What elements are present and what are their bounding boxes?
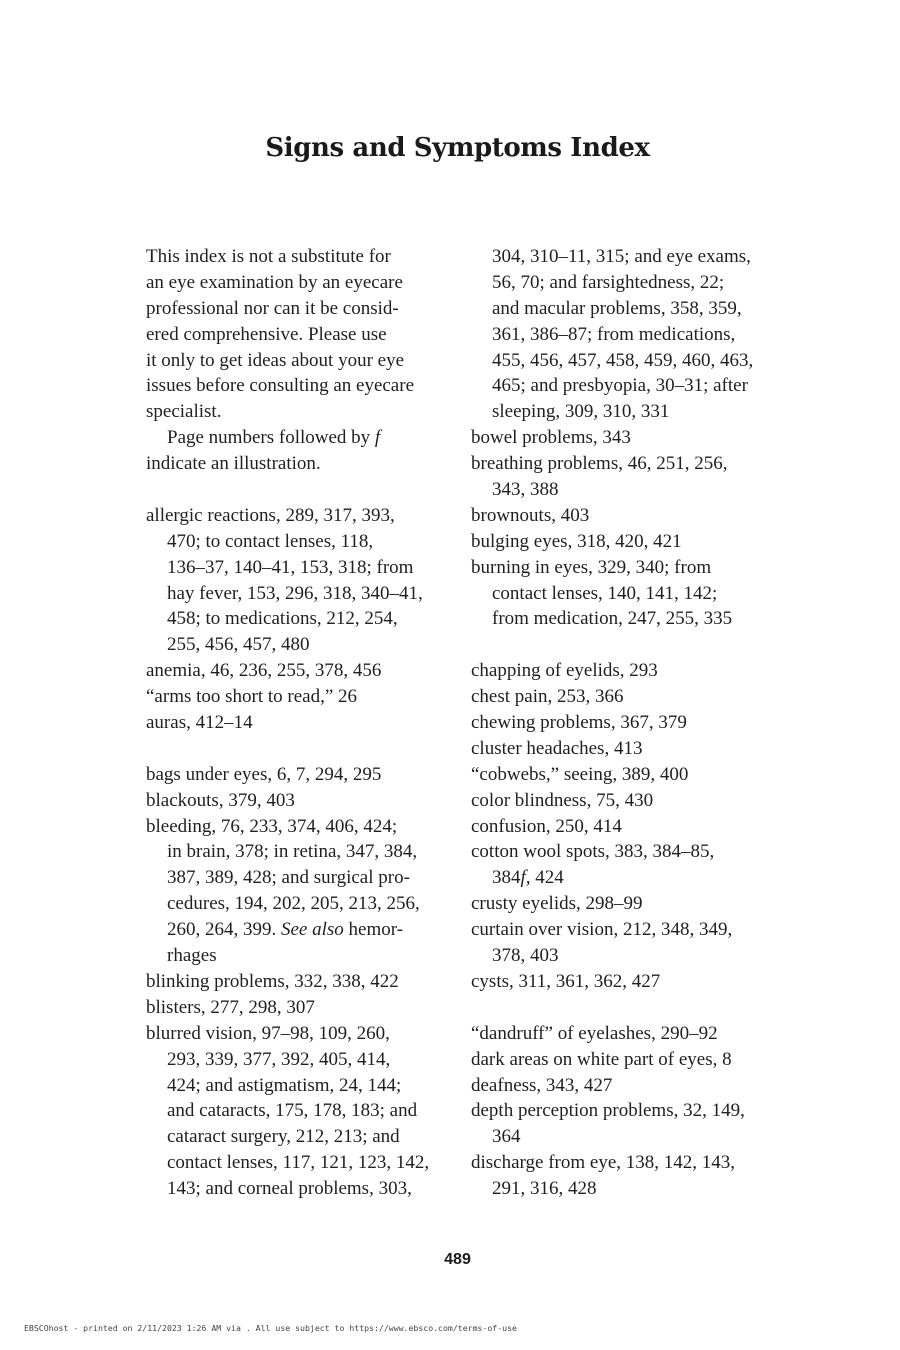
index-line — [471, 581, 776, 607]
index-line-text: and macular problems, 358, 359, — [492, 297, 742, 319]
index-line — [471, 891, 776, 917]
index-line-text: 378, 403 — [492, 945, 559, 967]
index-line — [146, 917, 446, 943]
section-gap — [146, 736, 446, 762]
index-line — [146, 839, 446, 865]
index-line-text: anemia, 46, 236, 255, 378, 456 — [146, 660, 382, 682]
index-line — [146, 1073, 446, 1099]
index-line — [471, 710, 776, 736]
index-line — [471, 839, 776, 865]
index-line — [471, 1150, 776, 1176]
index-line — [471, 477, 776, 503]
index-line — [471, 736, 776, 762]
index-line-text: blinking problems, 332, 338, 422 — [146, 970, 399, 992]
index-line-text: chewing problems, 367, 379 — [471, 712, 687, 734]
index-line-text: depth perception problems, 32, 149, — [471, 1100, 745, 1122]
index-line-text: 304, 310–11, 315; and eye exams, — [492, 246, 751, 267]
index-line-text: 465; and presbyopia, 30–31; after — [492, 375, 748, 397]
index-line-text: auras, 412–14 — [146, 712, 253, 734]
index-line — [146, 1098, 446, 1124]
index-line — [471, 1124, 776, 1150]
index-line-text: 260, 264, 399. — [167, 919, 281, 941]
index-line — [146, 529, 446, 555]
index-line-text: it only to get ideas about your eye — [146, 349, 405, 371]
index-line — [146, 762, 446, 788]
index-line — [146, 1176, 446, 1202]
index-line — [471, 244, 776, 270]
section-gap — [146, 477, 446, 503]
index-line-text: brownouts, 403 — [471, 504, 590, 526]
index-line-text: 387, 389, 428; and surgical pro- — [167, 867, 410, 889]
index-line-text: specialist. — [146, 401, 222, 423]
index-line-text: hay fever, 153, 296, 318, 340–41, — [167, 582, 423, 604]
index-line — [471, 348, 776, 374]
index-line — [146, 244, 446, 270]
index-line — [471, 322, 776, 348]
index-line — [471, 969, 776, 995]
index-line — [471, 451, 776, 477]
section-gap — [471, 995, 776, 1021]
index-line-text: allergic reactions, 289, 317, 393, — [146, 504, 395, 526]
index-line — [146, 1150, 446, 1176]
index-line — [471, 917, 776, 943]
index-line — [471, 943, 776, 969]
index-line-text: blackouts, 379, 403 — [146, 789, 295, 811]
index-line-italic: See also — [281, 919, 344, 941]
index-line-italic: f — [374, 427, 381, 449]
index-line — [471, 503, 776, 529]
index-line-text: 293, 339, 377, 392, 405, 414, — [167, 1048, 391, 1070]
index-line — [146, 710, 446, 736]
index-line-text: 455, 456, 457, 458, 459, 460, 463, — [492, 349, 754, 371]
index-line-tail: 424 — [530, 867, 564, 889]
index-line-text: “arms too short to read,” 26 — [146, 686, 358, 708]
index-line — [471, 1176, 776, 1202]
index-line-text: cedures, 194, 202, 205, 213, 256, — [167, 893, 420, 915]
index-line — [471, 658, 776, 684]
index-line — [146, 296, 446, 322]
index-line-text: crusty eyelids, 298–99 — [471, 893, 643, 915]
index-line — [471, 684, 776, 710]
index-line-text: 291, 316, 428 — [492, 1178, 597, 1200]
index-line-text: confusion, 250, 414 — [471, 815, 622, 837]
index-line — [146, 373, 446, 399]
index-line — [471, 373, 776, 399]
index-line — [471, 606, 776, 632]
index-line — [146, 684, 446, 710]
index-line-text: 470; to contact lenses, 118, — [167, 530, 374, 552]
index-line-text: breathing problems, 46, 251, 256, — [471, 453, 728, 475]
index-line-text: bowel problems, 343 — [471, 427, 631, 449]
index-line-text: dark areas on white part of eyes, 8 — [471, 1048, 732, 1070]
index-line — [471, 1021, 776, 1047]
index-line-text: 56, 70; and farsightedness, 22; — [492, 271, 725, 293]
index-line-text: 343, 388 — [492, 479, 559, 501]
index-line — [471, 762, 776, 788]
index-line-text: 384 — [492, 867, 521, 889]
index-line-text: “cobwebs,” seeing, 389, 400 — [471, 763, 689, 785]
index-line — [471, 865, 776, 891]
index-line-text: blurred vision, 97–98, 109, 260, — [146, 1022, 390, 1044]
index-line-text: bleeding, 76, 233, 374, 406, 424; — [146, 815, 398, 837]
index-line-text: contact lenses, 117, 121, 123, 142, — [167, 1152, 430, 1174]
index-line — [146, 322, 446, 348]
index-line — [146, 891, 446, 917]
index-line — [146, 451, 446, 477]
index-line-text: blisters, 277, 298, 307 — [146, 996, 315, 1018]
index-line-text: discharge from eye, 138, 142, 143, — [471, 1152, 736, 1174]
footer-note: EBSCOhost - printed on 2/11/2023 1:26 AM via . All use subject to https://www.ebsco.com/terms-of-use — [24, 1323, 517, 1333]
index-line-text: in brain, 378; in retina, 347, 384, — [167, 841, 418, 863]
index-line-text: bulging eyes, 318, 420, 421 — [471, 530, 682, 552]
index-line — [146, 1124, 446, 1150]
index-line — [146, 348, 446, 374]
index-line-text: “dandruff” of eyelashes, 290–92 — [471, 1022, 718, 1044]
page-title: Signs and Symptoms Index — [265, 133, 650, 163]
index-line — [146, 425, 446, 451]
index-line-text: chapping of eyelids, 293 — [471, 660, 658, 682]
index-line — [146, 943, 446, 969]
index-line-text: curtain over vision, 212, 348, 349, — [471, 919, 733, 941]
index-line-text: cluster headaches, 413 — [471, 737, 643, 759]
index-line — [146, 865, 446, 891]
index-line — [471, 1073, 776, 1099]
index-line-text: 143; and corneal problems, 303, — [167, 1178, 412, 1200]
index-line — [146, 555, 446, 581]
index-line — [471, 1047, 776, 1073]
index-line-text: sleeping, 309, 310, 331 — [492, 401, 670, 423]
index-line-tail: hemor- — [343, 919, 404, 941]
index-line — [146, 788, 446, 814]
index-line — [146, 1047, 446, 1073]
index-line-text: professional nor can it be consid- — [146, 297, 399, 319]
section-gap — [471, 632, 776, 658]
index-line-text: indicate an illustration. — [146, 453, 321, 475]
index-line-text: 361, 386–87; from medications, — [492, 323, 736, 345]
index-line — [146, 995, 446, 1021]
index-line — [471, 296, 776, 322]
index-line-text: 364 — [492, 1126, 521, 1148]
index-line-text: from medication, 247, 255, 335 — [492, 608, 733, 630]
index-line — [471, 1098, 776, 1124]
index-line — [471, 788, 776, 814]
index-line-text: contact lenses, 140, 141, 142; — [492, 582, 718, 604]
index-line-text: color blindness, 75, 430 — [471, 789, 654, 811]
index-line-text: 255, 456, 457, 480 — [167, 634, 310, 656]
index-line-text: and cataracts, 175, 178, 183; and — [167, 1100, 418, 1122]
index-line-text: This index is not a substitute for — [146, 246, 391, 267]
index-line — [146, 1021, 446, 1047]
index-line-text: issues before consulting an eyecare — [146, 375, 415, 397]
index-line — [146, 632, 446, 658]
index-line — [146, 606, 446, 632]
index-line-text: cysts, 311, 361, 362, 427 — [471, 970, 661, 992]
index-line-text: 458; to medications, 212, 254, — [167, 608, 398, 630]
index-line-text: cataract surgery, 212, 213; and — [167, 1126, 400, 1148]
index-line — [471, 814, 776, 840]
index-line — [146, 270, 446, 296]
index-line-text: bags under eyes, 6, 7, 294, 295 — [146, 763, 382, 785]
index-column-left — [146, 244, 446, 1202]
index-line-text: deafness, 343, 427 — [471, 1074, 613, 1096]
index-line-text: ered comprehensive. Please use — [146, 323, 387, 345]
index-line-text: an eye examination by an eyecare — [146, 271, 403, 293]
index-line — [146, 399, 446, 425]
index-line-text: cotton wool spots, 383, 384–85, — [471, 841, 715, 863]
index-line — [471, 555, 776, 581]
index-line — [471, 399, 776, 425]
index-line-text: Page numbers followed by — [167, 427, 375, 449]
page-number: 489 — [444, 1251, 471, 1268]
index-line-text: 424; and astigmatism, 24, 144; — [167, 1074, 402, 1096]
index-line — [146, 814, 446, 840]
index-line — [146, 658, 446, 684]
index-line-text: rhages — [167, 945, 217, 967]
index-line — [146, 581, 446, 607]
index-column-right — [471, 244, 776, 1202]
index-line-text: burning in eyes, 329, 340; from — [471, 556, 712, 578]
index-line — [146, 969, 446, 995]
index-line — [146, 503, 446, 529]
index-line — [471, 529, 776, 555]
index-line-text: chest pain, 253, 366 — [471, 686, 624, 708]
index-line — [471, 425, 776, 451]
index-line — [471, 270, 776, 296]
index-line-text: 136–37, 140–41, 153, 318; from — [167, 556, 414, 578]
index-line-italic: f, — [520, 867, 531, 889]
